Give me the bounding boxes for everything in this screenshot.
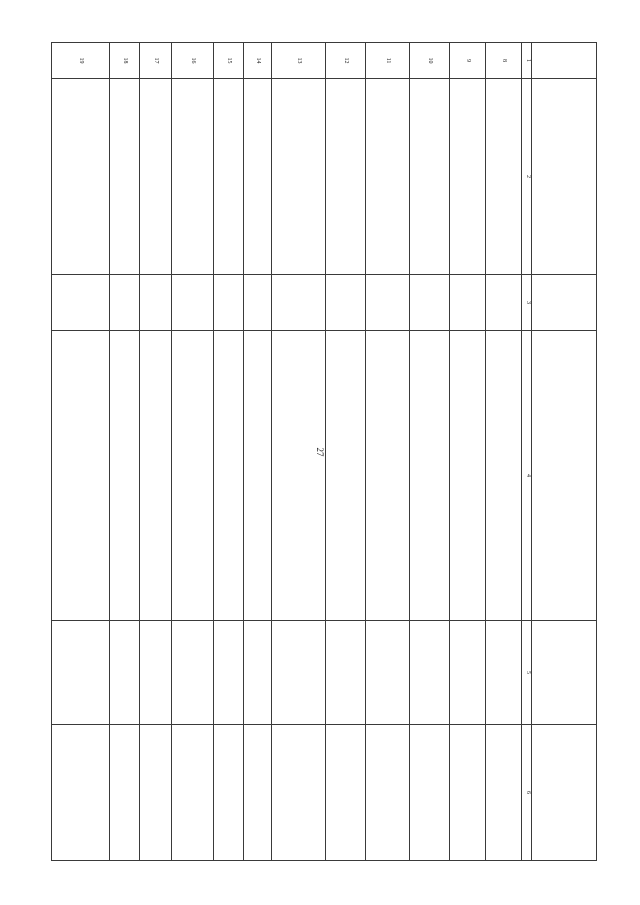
calculation-algorithm-cell: [410, 331, 450, 621]
responsible-executor-cell: [366, 725, 410, 861]
table-row: [272, 43, 326, 861]
table-row: [214, 43, 244, 861]
responsible-executor-cell: [410, 725, 450, 861]
calculation-algorithm-cell: [214, 331, 244, 621]
indicator-number-cell: 15: [214, 43, 244, 79]
document-page: [75, 42, 597, 860]
indicator-number-cell: 12: [326, 43, 366, 79]
unit-cell: [326, 275, 366, 331]
column-number: 5: [522, 621, 532, 725]
table-row: [244, 43, 272, 861]
indicator-name-cell: [486, 79, 522, 275]
header-calculation-algorithm: [532, 331, 597, 621]
responsible-executor-cell: [110, 725, 140, 861]
page-number: 27: [315, 447, 325, 457]
unit-cell: [172, 275, 214, 331]
indicator-name-cell: [366, 79, 410, 275]
table-body: [52, 43, 522, 861]
reporting-deadline-cell: [140, 621, 172, 725]
unit-cell: [214, 275, 244, 331]
column-number: 1: [522, 43, 532, 79]
calculation-algorithm-cell: [52, 331, 110, 621]
indicator-name-cell: [110, 79, 140, 275]
reporting-deadline-cell: [326, 621, 366, 725]
calculation-algorithm-cell: [110, 331, 140, 621]
reporting-deadline-cell: [450, 621, 486, 725]
indicator-number-cell: 9: [450, 43, 486, 79]
column-number: 3: [522, 275, 532, 331]
reporting-deadline-cell: [244, 621, 272, 725]
column-number: 6: [522, 725, 532, 861]
responsible-executor-cell: [450, 725, 486, 861]
responsible-executor-cell: [214, 725, 244, 861]
header-reporting-deadline: [532, 621, 597, 725]
rotated-table-container: [75, 42, 597, 860]
unit-cell: [366, 275, 410, 331]
unit-cell: [450, 275, 486, 331]
indicator-number-cell: 8: [486, 43, 522, 79]
calculation-algorithm-cell: [172, 331, 214, 621]
indicator-name-cell: [272, 79, 326, 275]
calculation-algorithm-cell: [450, 331, 486, 621]
responsible-executor-cell: [326, 725, 366, 861]
table-row: [110, 43, 140, 861]
table-row: [140, 43, 172, 861]
indicator-number-cell: 11: [366, 43, 410, 79]
calculation-algorithm-cell: [244, 331, 272, 621]
calculation-algorithm-cell: [366, 331, 410, 621]
reporting-deadline-cell: [214, 621, 244, 725]
reporting-deadline-cell: [410, 621, 450, 725]
calculation-algorithm-cell: [326, 331, 366, 621]
responsible-executor-cell: [52, 725, 110, 861]
indicator-name-cell: [140, 79, 172, 275]
table-row: [450, 43, 486, 861]
indicator-name-cell: [214, 79, 244, 275]
indicator-name-cell: [410, 79, 450, 275]
column-number-row: [522, 43, 532, 861]
indicator-number-cell: 16: [172, 43, 214, 79]
indicator-number-cell: 10: [410, 43, 450, 79]
unit-cell: [272, 275, 326, 331]
table-row: [366, 43, 410, 861]
header-unit: [532, 275, 597, 331]
header-indicator-number: [532, 43, 597, 79]
unit-cell: [140, 275, 172, 331]
reporting-deadline-cell: [486, 621, 522, 725]
unit-cell: [244, 275, 272, 331]
indicator-number-cell: 19: [52, 43, 110, 79]
indicator-name-cell: [326, 79, 366, 275]
table-row: [326, 43, 366, 861]
responsible-executor-cell: [172, 725, 214, 861]
responsible-executor-cell: [140, 725, 172, 861]
table-header-row: [532, 43, 597, 861]
indicator-name-cell: [52, 79, 110, 275]
responsible-executor-cell: [486, 725, 522, 861]
header-indicator-name: [532, 79, 597, 275]
column-number: 2: [522, 79, 532, 275]
indicator-name-cell: [244, 79, 272, 275]
responsible-executor-cell: [272, 725, 326, 861]
indicator-number-cell: 14: [244, 43, 272, 79]
indicator-name-cell: [172, 79, 214, 275]
indicators-table: [51, 42, 597, 861]
calculation-algorithm-cell: [486, 331, 522, 621]
reporting-deadline-cell: [110, 621, 140, 725]
table-row: [52, 43, 110, 861]
unit-cell: [486, 275, 522, 331]
table-row: [172, 43, 214, 861]
reporting-deadline-cell: [172, 621, 214, 725]
column-number: 4: [522, 331, 532, 621]
calculation-algorithm-cell: [272, 331, 326, 621]
header-responsible-executor: [532, 725, 597, 861]
unit-cell: [110, 275, 140, 331]
calculation-algorithm-cell: [140, 331, 172, 621]
indicator-number-cell: 13: [272, 43, 326, 79]
table-row: [486, 43, 522, 861]
indicator-number-cell: 17: [140, 43, 172, 79]
indicator-name-cell: [450, 79, 486, 275]
table-row: [410, 43, 450, 861]
unit-cell: [52, 275, 110, 331]
reporting-deadline-cell: [272, 621, 326, 725]
reporting-deadline-cell: [366, 621, 410, 725]
indicator-number-cell: 18: [110, 43, 140, 79]
unit-cell: [410, 275, 450, 331]
reporting-deadline-cell: [52, 621, 110, 725]
responsible-executor-cell: [244, 725, 272, 861]
